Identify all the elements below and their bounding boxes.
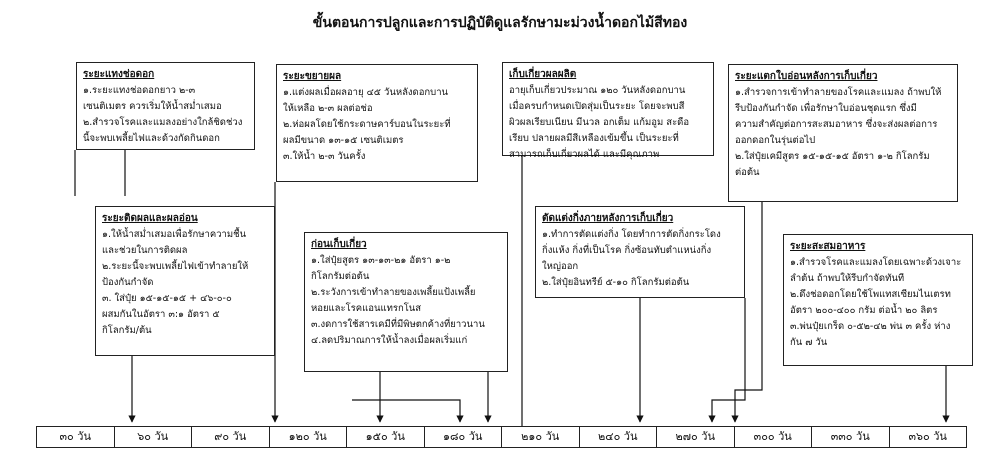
stage-line: รีบป้องกันกำจัด เพื่อรักษาใบอ่อนชุดแรก ซึ่งมี [735, 103, 917, 114]
timeline-cell: ๑๕๐ วัน [347, 427, 425, 447]
stage-line: เรียบ ปลายผลมีสีเหลืองเข้มขึ้น เป็นระยะที่ [509, 133, 679, 144]
stage-line: ๑.ใส่ปุ๋ยสูตร ๑๓-๑๓-๒๑ อัตรา ๑-๒ [311, 255, 451, 266]
stage-line: ๒.สำรวจโรคและแมลงอย่างใกล้ชิดช่วง [83, 117, 243, 128]
stage-line: หอยและโรคแอนแทรกโนส [311, 303, 422, 314]
stage-box-pre-harvest [304, 232, 508, 372]
stage-heading: ก่อนเก็บเกี่ยว [311, 239, 367, 250]
timeline-cell: ๑๘๐ วัน [425, 427, 503, 447]
timeline-cell: ๓๓๐ วัน [812, 427, 890, 447]
stage-line: ใหญ่ออก [542, 261, 579, 272]
stage-line: ๑.ระยะแทงช่อดอกยาว ๒-๓ [83, 85, 196, 96]
timeline-cell: ๙๐ วัน [192, 427, 270, 447]
stage-heading: เก็บเกี่ยวผลผลิต [509, 69, 577, 80]
stage-line: ผลมีขนาด ๑๓-๑๕ เซนติเมตร [283, 135, 404, 146]
timeline-cell: ๒๔๐ วัน [580, 427, 658, 447]
stage-heading: ระยะติดผลและผลอ่อน [102, 213, 198, 224]
stage-line: อายุเก็บเกี่ยวประมาณ ๑๒๐ วันหลังดอกบาน [509, 85, 686, 96]
stage-line: ป้องกันกำจัด [102, 277, 154, 288]
timeline-cell: ๓๐๐ วัน [735, 427, 813, 447]
stage-heading: ระยะขยายผล [283, 71, 342, 82]
stage-line: ผสมกันในอัตรา ๓:๑ อัตรา ๕ [102, 309, 220, 320]
stage-line: ผิวผลเรียบเนียน มีนวล อกเต็ม แก้มอูม สะดือ [509, 117, 690, 128]
stage-line: เมื่อครบกำหนดเปิดสุ่มเป็นระยะ โดยจะพบสี [509, 101, 685, 112]
stage-heading: ตัดแต่งกิ่งภายหลังการเก็บเกี่ยว [542, 213, 674, 224]
stage-line: ๑.สำรวจการเข้าทำลายของโรคและแมลง ถ้าพบให้ [735, 87, 942, 98]
stage-box-harvest [502, 62, 714, 160]
stage-line: ๓.พ่นปุ๋ยเกร็ด ๐-๕๒-๔๒ พ่น ๓ ครั้ง ห่าง [790, 321, 951, 332]
stage-line: ๒.ใส่ปุ๋ยเคมีสูตร ๑๕-๑๕-๑๕ อัตรา ๑-๒ กิโลกรัม [735, 151, 930, 162]
stage-box-fruit-expansion [276, 64, 478, 182]
stage-heading: ระยะสะสมอาหาร [790, 241, 866, 252]
stage-line: ๓.งดการใช้สารเคมีที่มีพิษตกค้างที่ยาวนาน [311, 319, 485, 330]
stage-line: ๓.ให้น้ำ ๒-๓ วันครั้ง [283, 151, 366, 162]
stage-heading: ระยะแตกใบอ่อนหลังการเก็บเกี่ยว [735, 71, 878, 82]
stage-heading: ระยะแทงช่อดอก [83, 69, 155, 80]
stage-line: ออกดอกในรุ่นต่อไป [735, 135, 816, 146]
stage-line: กัน ๗ วัน [790, 337, 828, 348]
stage-line: กิ่งแห้ง กิ่งที่เป็นโรค กิ่งซ้อนทับตำแหน่งกิ่ง [542, 245, 712, 256]
stage-line: ๔.ลดปริมาณการให้น้ำลงเมื่อผลเริ่มแก่ [311, 335, 468, 346]
stage-line: ๒.ดึงช่อดอกโดยใช้โพแทสเซียมไนเตรท [790, 289, 951, 300]
stage-line: เซนติเมตร ควรเริ่มให้น้ำสม่ำเสมอ [83, 101, 222, 112]
stage-line: กิโลกรัม/ต้น [102, 325, 152, 336]
stage-line: ๒.ใส่ปุ๋ยอินทรีย์ ๕-๑๐ กิโลกรัมต่อต้น [542, 277, 690, 288]
stage-line: ๒.ระวังการเข้าทำลายของเพลี้ยแป้งเพลี้ย [311, 287, 476, 298]
stage-box-food-accumulation [783, 234, 973, 366]
stage-line: ต่อต้น [735, 167, 760, 178]
stage-line: ๑.สำรวจโรคและแมลงโดยเฉพาะด้วงเจาะ [790, 257, 962, 268]
stage-line: ๒.ระยะนี้จะพบเพลี้ยไฟเข้าทำลายให้ [102, 261, 249, 272]
connector-pruning-2 [712, 298, 745, 422]
stage-box-fruit-set [95, 206, 275, 356]
day-timeline [36, 426, 967, 448]
stage-line: นี้จะพบเพลี้ยไฟและด้วงกัดกินดอก [83, 133, 220, 144]
stage-line: สามารถเก็บเกี่ยวผลได้ และมีคุณภาพ [509, 149, 660, 160]
diagram-title: ขั้นตอนการปลูกและการปฏิบัติดูแลรักษามะม่วงน้ำดอกไม้สีทอง [312, 15, 688, 31]
timeline-cell: ๒๑๐ วัน [502, 427, 580, 447]
stage-line: ๒.ห่อผลโดยใช้กระดาษคาร์บอนในระยะที่ [283, 119, 451, 130]
stage-line: ๑.แต่งผลเมื่อผลอายุ ๔๕ วันหลังดอกบาน [283, 87, 449, 98]
stage-line: ความสำคัญต่อการสะสมอาหาร ซึ่งจะส่งผลต่อการ [735, 119, 938, 130]
stage-line: ให้เหลือ ๒-๓ ผลต่อช่อ [283, 103, 373, 114]
stage-line: ลำต้น ถ้าพบให้รีบกำจัดทันที [790, 273, 905, 284]
timeline-cell: ๑๒๐ วัน [270, 427, 348, 447]
stage-box-new-leaf [728, 64, 958, 202]
timeline-cell: ๒๗๐ วัน [657, 427, 735, 447]
connector-preharvest-2 [352, 400, 460, 422]
stage-line: ๑.ทำการตัดแต่งกิ่ง โดยทำการตัดกิ่งกระโดง [542, 229, 721, 240]
stage-line: กิโลกรัมต่อต้น [311, 271, 370, 282]
timeline-cell: ๓๐ วัน [37, 427, 115, 447]
stage-line: อัตรา ๒๐๐-๔๐๐ กรัม ต่อน้ำ ๒๐ ลิตร [790, 305, 938, 316]
stage-box-flowering [76, 62, 255, 150]
timeline-cell: ๓๖๐ วัน [908, 430, 947, 443]
stage-line: ๑.ให้น้ำสม่ำเสมอเพื่อรักษาความชื้น [102, 229, 247, 240]
timeline-cell: ๖๐ วัน [115, 427, 193, 447]
stage-line: ๓. ใส่ปุ๋ย ๑๕-๑๕-๑๕ + ๔๖-๐-๐ [102, 293, 232, 304]
stage-line: และช่วยในการติดผล [102, 245, 188, 256]
stage-box-pruning [535, 206, 745, 298]
